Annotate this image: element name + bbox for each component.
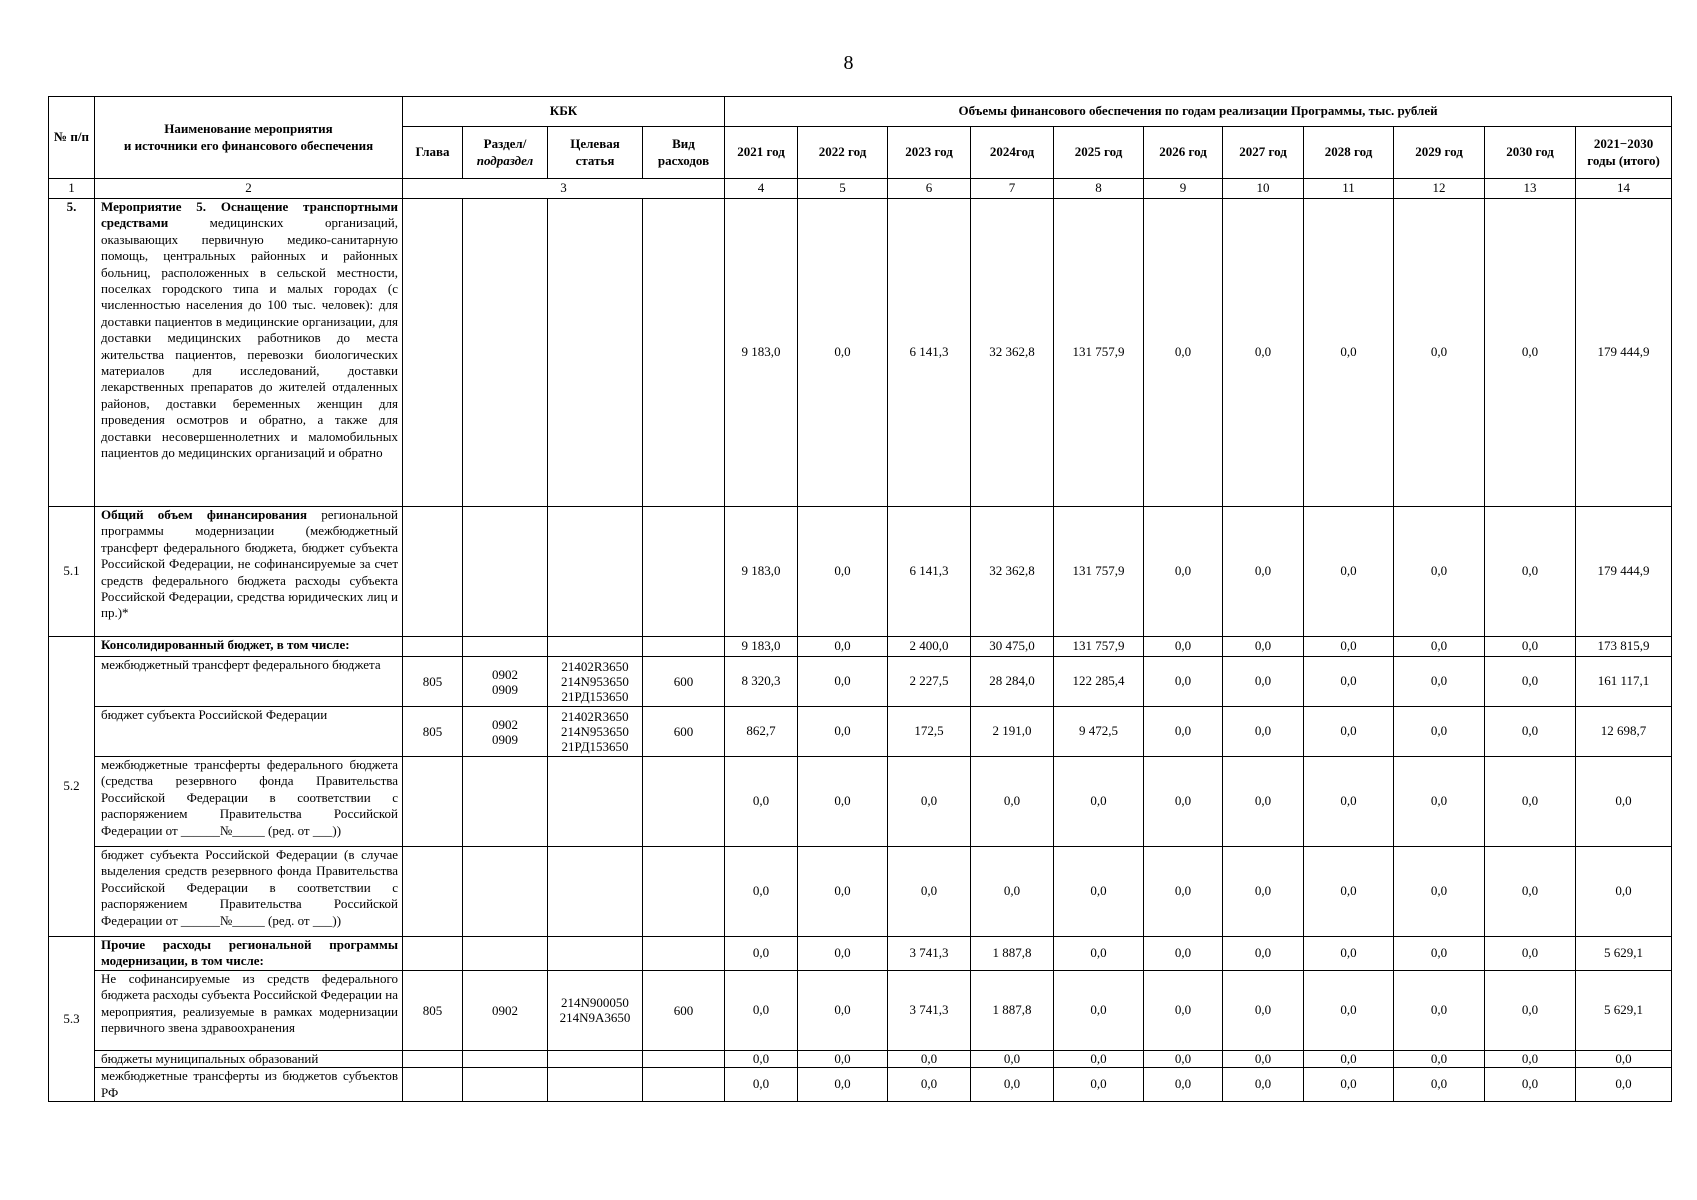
year-value: 9 183,0 [725,507,798,637]
kbk-vid [643,937,725,971]
table-row [49,847,1672,937]
year-value: 0,0 [971,847,1054,937]
column-index: 1 [49,179,95,199]
year-value: 0,0 [798,1050,888,1067]
year-value: 0,0 [1485,757,1576,847]
year-value: 0,0 [798,199,888,507]
row-description-text: межбюджетные трансферты федерального бюджета (средства резервного фонда Правительства Российской Федерации в соответствии с распоряжением Правительства Российской Федерации от ______№_____ (ред. от ___)) [101,757,398,838]
row-description-text: медицинских организаций, оказывающих первичную медико-санитарную помощь, центральных районных и районных больниц, расположенных в сельской местности, поселках городского типа и малых городах (с численностью населения до 100 тыс. человек): для доставки пациентов в медицинские организации, для доставки медицинских работников до места жительства пациентов, перевозки биологических материалов для исследований, доставки лекарственных препаратов до жителей отдаленных районов, доставки беременных женщин для проведения осмотров и обратно, а также для доставки несовершеннолетних и маломобильных пациентов до медицинских организаций и обратно [101,215,398,461]
kbk-razdel [463,757,548,847]
kbk-glava: 805 [403,657,463,707]
kbk-vid [643,1068,725,1102]
year-value: 0,0 [725,937,798,971]
year-value: 30 475,0 [971,637,1054,657]
year-value: 0,0 [1054,847,1144,937]
kbk-vid: 600 [643,970,725,1050]
year-value: 0,0 [1394,199,1485,507]
kbk-glava [403,199,463,507]
year-value: 0,0 [1144,757,1223,847]
year-value: 0,0 [1394,657,1485,707]
table-row [49,637,1672,657]
year-value: 2 191,0 [971,707,1054,757]
year-value: 0,0 [1304,757,1394,847]
year-value: 0,0 [1144,707,1223,757]
year-value: 0,0 [798,970,888,1050]
year-value: 0,0 [1223,707,1304,757]
kbk-glava [403,637,463,657]
kbk-razdel [463,507,548,637]
row-description [95,757,403,847]
year-value: 2 227,5 [888,657,971,707]
header-celevaya: Целевая статья [548,127,643,179]
year-value: 0,0 [1304,1050,1394,1067]
kbk-celevaya [548,757,643,847]
year-value: 0,0 [1304,1068,1394,1102]
year-value: 0,0 [1144,937,1223,971]
year-value: 0,0 [1304,199,1394,507]
year-value: 0,0 [888,847,971,937]
kbk-glava [403,1050,463,1067]
year-value: 0,0 [798,1068,888,1102]
year-value: 0,0 [725,1050,798,1067]
year-value: 0,0 [798,847,888,937]
kbk-razdel [463,1050,548,1067]
year-value: 862,7 [725,707,798,757]
year-value: 6 141,3 [888,199,971,507]
column-index: 8 [1054,179,1144,199]
table-row [49,1068,1672,1102]
kbk-vid [643,199,725,507]
year-value: 2 400,0 [888,637,971,657]
year-value: 0,0 [798,757,888,847]
year-value: 0,0 [1304,970,1394,1050]
year-value: 0,0 [1485,707,1576,757]
kbk-celevaya [548,937,643,971]
row-number: 5.1 [49,507,95,637]
kbk-razdel [463,1068,548,1102]
year-value: 0,0 [971,1068,1054,1102]
header-year: 2028 год [1304,127,1394,179]
column-index: 9 [1144,179,1223,199]
year-value: 0,0 [1485,507,1576,637]
year-value: 0,0 [1144,970,1223,1050]
page-number: 8 [843,52,854,74]
row-description [95,937,403,971]
column-index: 3 [403,179,725,199]
row-description [95,1050,403,1067]
kbk-vid: 600 [643,657,725,707]
row-description-bold: Прочие расходы региональной программы модернизации, в том числе: [101,937,398,969]
row-description [95,637,403,657]
year-value: 0,0 [1223,1050,1304,1067]
total-value: 12 698,7 [1576,707,1672,757]
year-value: 0,0 [1485,937,1576,971]
year-value: 0,0 [798,657,888,707]
year-value: 131 757,9 [1054,199,1144,507]
header-year-total: 2021−2030 годы (итого) [1576,127,1672,179]
table-row [49,757,1672,847]
year-value: 0,0 [798,637,888,657]
table-row [49,1050,1672,1067]
year-value: 9 183,0 [725,199,798,507]
kbk-glava [403,507,463,637]
kbk-razdel [463,937,548,971]
row-description [95,970,403,1050]
kbk-vid: 600 [643,707,725,757]
year-value: 0,0 [1485,199,1576,507]
year-value: 1 887,8 [971,970,1054,1050]
year-value: 0,0 [1054,757,1144,847]
year-value: 32 362,8 [971,199,1054,507]
table-row [49,707,1672,757]
year-value: 0,0 [1054,1068,1144,1102]
year-value: 0,0 [1223,757,1304,847]
year-value: 0,0 [1304,707,1394,757]
column-index: 4 [725,179,798,199]
row-description [95,657,403,707]
total-value: 173 815,9 [1576,637,1672,657]
kbk-glava [403,757,463,847]
year-value: 0,0 [1144,507,1223,637]
year-value: 0,0 [1223,970,1304,1050]
kbk-vid [643,1050,725,1067]
total-value: 179 444,9 [1576,199,1672,507]
header-name: Наименование мероприятия и источники его финансового обеспечения [95,97,403,179]
year-value: 0,0 [798,507,888,637]
header-glava: Глава [403,127,463,179]
year-value: 0,0 [725,1068,798,1102]
year-value: 0,0 [888,1068,971,1102]
year-value: 0,0 [1485,1068,1576,1102]
year-value: 0,0 [1144,637,1223,657]
row-description [95,199,403,507]
kbk-glava: 805 [403,707,463,757]
column-index-row [49,179,1672,199]
header-year: 2023 год [888,127,971,179]
row-description-text: региональной программы модернизации (межбюджетный трансферт федерального бюджета, бюджет субъекта Российской Федерации, не софинансируемые за счет средств федерального бюджета расходы субъекта Российской Федерации, средства юридических лиц и пр.)* [101,507,398,621]
column-index: 11 [1304,179,1394,199]
row-description [95,847,403,937]
total-value: 179 444,9 [1576,507,1672,637]
year-value: 0,0 [1304,847,1394,937]
row-description-bold: Мероприятие 5. Оснащение транспортными средствами [101,199,398,231]
header-kbk: КБК [403,97,725,127]
kbk-celevaya [548,507,643,637]
year-value: 0,0 [1223,657,1304,707]
year-value: 0,0 [725,757,798,847]
year-value: 0,0 [1394,937,1485,971]
kbk-celevaya [548,637,643,657]
kbk-razdel: 0902 0909 [463,657,548,707]
row-description [95,507,403,637]
table-row [49,937,1672,971]
kbk-razdel [463,199,548,507]
financing-table [48,96,1672,1102]
year-value: 0,0 [1144,657,1223,707]
year-value: 0,0 [1144,1050,1223,1067]
year-value: 0,0 [888,1050,971,1067]
year-value: 0,0 [1223,937,1304,971]
header-year: 2025 год [1054,127,1144,179]
year-value: 0,0 [1304,637,1394,657]
row-description [95,1068,403,1102]
year-value: 9 472,5 [1054,707,1144,757]
year-value: 0,0 [1394,1068,1485,1102]
year-value: 0,0 [1223,199,1304,507]
year-value: 122 285,4 [1054,657,1144,707]
kbk-vid [643,637,725,657]
year-value: 0,0 [1054,1050,1144,1067]
column-index: 14 [1576,179,1672,199]
header-num: № п/п [49,97,95,179]
year-value: 0,0 [1223,507,1304,637]
total-value: 0,0 [1576,1050,1672,1067]
year-value: 0,0 [1485,1050,1576,1067]
year-value: 9 183,0 [725,637,798,657]
year-value: 6 141,3 [888,507,971,637]
year-value: 0,0 [1485,657,1576,707]
year-value: 0,0 [1394,847,1485,937]
kbk-razdel: 0902 0909 [463,707,548,757]
row-description-text: межбюджетные трансферты из бюджетов субъектов РФ [101,1068,398,1100]
year-value: 0,0 [1394,757,1485,847]
kbk-vid [643,847,725,937]
table-body [49,199,1672,1102]
year-value: 0,0 [1304,657,1394,707]
column-index: 13 [1485,179,1576,199]
kbk-glava: 805 [403,970,463,1050]
row-description-text: бюджет субъекта Российской Федерации (в случае выделения средств резервного фонда Правительства Российской Федерации в соответствии с распоряжением Правительства Российской Федерации от ______№_____ (ред. от ___)) [101,847,398,928]
year-value: 3 741,3 [888,937,971,971]
header-vid: Вид расходов [643,127,725,179]
column-index: 6 [888,179,971,199]
year-value: 0,0 [1144,847,1223,937]
kbk-razdel [463,637,548,657]
column-index: 10 [1223,179,1304,199]
total-value: 0,0 [1576,1068,1672,1102]
year-value: 0,0 [1394,1050,1485,1067]
table-row [49,970,1672,1050]
year-value: 0,0 [725,970,798,1050]
header-year: 2024год [971,127,1054,179]
header-year: 2022 год [798,127,888,179]
kbk-glava [403,1068,463,1102]
year-value: 0,0 [1144,199,1223,507]
table-row [49,657,1672,707]
table-row [49,507,1672,637]
header-year: 2026 год [1144,127,1223,179]
year-value: 0,0 [971,1050,1054,1067]
total-value: 5 629,1 [1576,970,1672,1050]
year-value: 0,0 [1304,937,1394,971]
year-value: 0,0 [1054,970,1144,1050]
year-value: 0,0 [971,757,1054,847]
header-razdel: Раздел/ подраздел [463,127,548,179]
year-value: 0,0 [1394,707,1485,757]
row-number: 5.3 [49,937,95,1102]
year-value: 0,0 [1054,937,1144,971]
kbk-celevaya: 21402R3650 214N953650 21РД153650 [548,657,643,707]
row-description-bold: Общий объем финансирования [101,507,308,522]
header-year: 2027 год [1223,127,1304,179]
row-description [95,707,403,757]
row-description-text: Не софинансируемые из средств федерального бюджета расходы субъекта Российской Федерации на мероприятия, реализуемые в рамках модернизации первичного звена здравоохранения [101,970,398,1036]
row-description-text: межбюджетный трансферт федерального бюджета [101,657,381,672]
year-value: 0,0 [725,847,798,937]
year-value: 0,0 [1394,637,1485,657]
column-index: 5 [798,179,888,199]
year-value: 1 887,8 [971,937,1054,971]
year-value: 0,0 [798,937,888,971]
year-value: 0,0 [1223,637,1304,657]
year-value: 131 757,9 [1054,507,1144,637]
row-description-text: бюджеты муниципальных образований [101,1050,319,1066]
kbk-celevaya: 214N900050 214N9A3650 [548,970,643,1050]
year-value: 0,0 [1394,970,1485,1050]
header-volumes: Объемы финансового обеспечения по годам реализации Программы, тыс. рублей [725,97,1672,127]
total-value: 0,0 [1576,757,1672,847]
kbk-razdel [463,847,548,937]
year-value: 3 741,3 [888,970,971,1050]
year-value: 0,0 [1485,637,1576,657]
year-value: 0,0 [1223,1068,1304,1102]
row-number: 5.2 [49,637,95,937]
kbk-celevaya: 21402R3650 214N953650 21РД153650 [548,707,643,757]
kbk-vid [643,507,725,637]
column-index: 12 [1394,179,1485,199]
header-year: 2030 год [1485,127,1576,179]
kbk-celevaya [548,1068,643,1102]
year-value: 0,0 [1485,970,1576,1050]
header-year: 2029 год [1394,127,1485,179]
column-index: 7 [971,179,1054,199]
total-value: 0,0 [1576,847,1672,937]
row-description-bold: Консолидированный бюджет, в том числе: [101,637,350,652]
year-value: 32 362,8 [971,507,1054,637]
year-value: 172,5 [888,707,971,757]
year-value: 8 320,3 [725,657,798,707]
column-index: 2 [95,179,403,199]
year-value: 0,0 [1304,507,1394,637]
kbk-celevaya [548,847,643,937]
year-value: 0,0 [888,757,971,847]
year-value: 0,0 [1485,847,1576,937]
year-value: 0,0 [798,707,888,757]
kbk-celevaya [548,199,643,507]
kbk-razdel: 0902 [463,970,548,1050]
total-value: 161 117,1 [1576,657,1672,707]
year-value: 131 757,9 [1054,637,1144,657]
table-row [49,199,1672,507]
total-value: 5 629,1 [1576,937,1672,971]
row-description-text: бюджет субъекта Российской Федерации [101,707,328,722]
kbk-vid [643,757,725,847]
kbk-glava [403,847,463,937]
year-value: 0,0 [1394,507,1485,637]
row-number: 5. [49,199,95,507]
kbk-celevaya [548,1050,643,1067]
year-value: 28 284,0 [971,657,1054,707]
year-value: 0,0 [1223,847,1304,937]
kbk-glava [403,937,463,971]
header-year: 2021 год [725,127,798,179]
year-value: 0,0 [1144,1068,1223,1102]
